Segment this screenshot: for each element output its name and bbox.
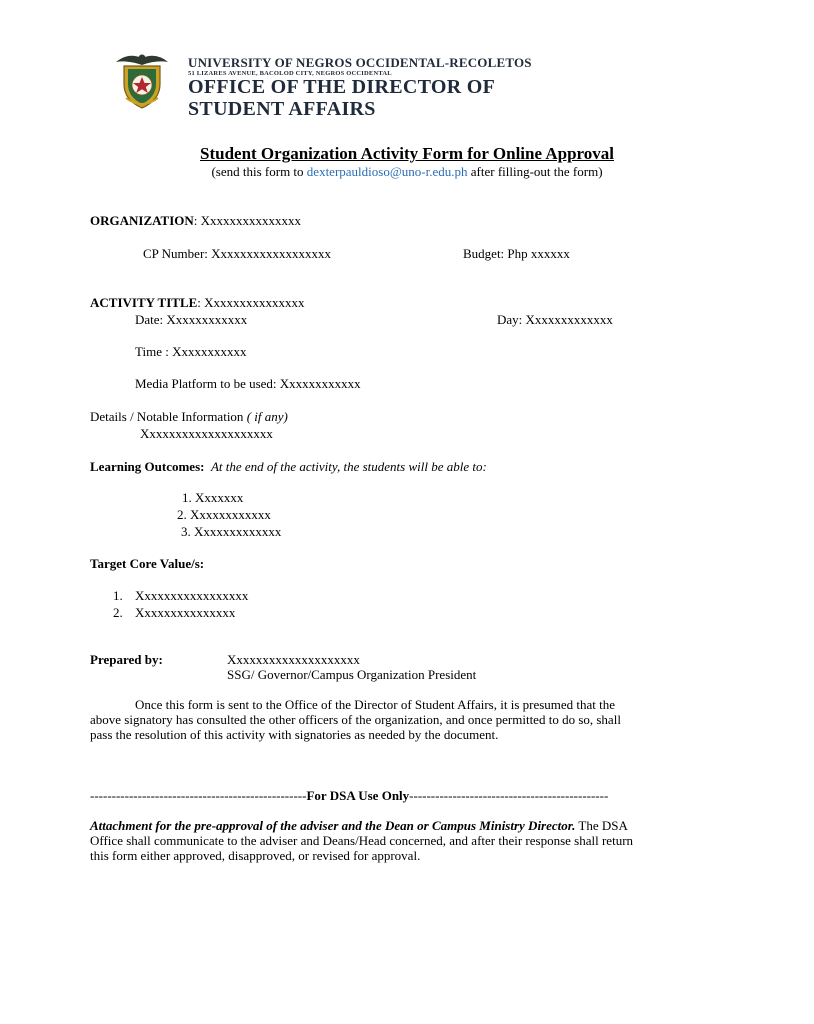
office-name-clip: [186, 76, 546, 120]
notice-paragraph: [90, 697, 730, 742]
core-value-item: Xxxxxxxxxxxxxxx: [135, 605, 236, 620]
core-value-item: Xxxxxxxxxxxxxxxxx: [135, 588, 249, 603]
details-label-italic: ( if any): [246, 409, 288, 424]
prepared-by-label: Prepared by:: [90, 652, 163, 667]
prepared-by-position: SSG/ Governor/Campus Organization President: [227, 667, 477, 682]
attachment-line: Office shall communicate to the adviser and Deans/Head concerned, and after their response shall return: [90, 833, 634, 848]
send-suffix: after filling-out the form): [467, 164, 603, 179]
time: Time : Xxxxxxxxxxx: [135, 344, 247, 359]
university-address: 51 LIZARES AVENUE, BACOLOD CITY, NEGROS OCCIDENTAL: [188, 70, 392, 77]
office-name: OFFICE OF THE DIRECTOR OF: [188, 76, 496, 98]
prepared-by-name: Xxxxxxxxxxxxxxxxxxxx: [227, 652, 360, 667]
organization-label: ORGANIZATION: [90, 213, 194, 228]
organization-value: : Xxxxxxxxxxxxxxx: [193, 213, 302, 228]
send-prefix: (send this form to: [211, 164, 307, 179]
office-name-continued: STUDENT AFFAIRS: [188, 98, 376, 120]
learning-outcome-item: 1. Xxxxxxx: [182, 490, 244, 505]
core-value-number: 2.: [113, 605, 123, 620]
attachment-line: this form either approved, disapproved, or revised for approval.: [90, 848, 421, 863]
university-name: UNIVERSITY OF NEGROS OCCIDENTAL-RECOLETOS: [188, 55, 532, 70]
details-value: Xxxxxxxxxxxxxxxxxxxx: [140, 426, 273, 441]
organization-field: [90, 213, 301, 229]
learning-outcomes-label: Learning Outcomes:: [90, 459, 205, 474]
notice-line: pass the resolution of this activity with signatories as needed by the document.: [90, 727, 499, 742]
notice-line: above signatory has consulted the other officers of the organization, and once permitted to do so, shall: [90, 712, 621, 727]
activity-title-label: ACTIVITY TITLE: [90, 295, 198, 310]
learning-outcomes-intro: At the end of the activity, the students will be able to:: [210, 459, 487, 474]
letterhead: [0, 0, 768, 120]
date: Date: Xxxxxxxxxxxx: [135, 312, 248, 327]
activity-title-value: : Xxxxxxxxxxxxxxx: [197, 295, 305, 310]
dsa-label: For DSA Use Only: [306, 788, 410, 803]
budget: Budget: Php xxxxxx: [463, 246, 570, 261]
media-platform: Media Platform to be used: Xxxxxxxxxxxx: [135, 376, 361, 391]
core-value-number: 1.: [113, 588, 123, 603]
core-values-label: Target Core Value/s:: [90, 556, 205, 571]
attachment-rest: The DSA: [575, 818, 628, 833]
cp-number: CP Number: Xxxxxxxxxxxxxxxxxx: [143, 246, 332, 261]
notice-line: Once this form is sent to the Office of the Director of Student Affairs, it is presumed that the: [135, 697, 616, 712]
day: Day: Xxxxxxxxxxxxx: [497, 312, 613, 327]
activity-title-field: [90, 295, 305, 311]
email-link[interactable]: dexterpauldioso@uno-r.edu.ph: [306, 164, 468, 179]
dsa-divider: [90, 788, 608, 804]
learning-outcome-item: 2. Xxxxxxxxxxxx: [177, 507, 271, 522]
form-title: Student Organization Activity Form for Online Approval: [200, 144, 614, 163]
attachment-paragraph: [90, 818, 730, 863]
attachment-bold: Attachment for the pre-approval of the adviser and the Dean or Campus Ministry Director.: [90, 818, 576, 833]
details-label-text: Details / Notable Information: [90, 409, 247, 424]
send-instructions: [0, 164, 814, 180]
details-label: [90, 409, 288, 425]
learning-outcomes-header: [90, 459, 487, 475]
university-seal-icon: [112, 48, 172, 110]
attachment-line: [90, 818, 730, 833]
learning-outcome-item: 3. Xxxxxxxxxxxxx: [181, 524, 282, 539]
divider-left: --------------------------------------------------: [90, 788, 307, 803]
divider-right: ----------------------------------------------: [409, 788, 609, 803]
